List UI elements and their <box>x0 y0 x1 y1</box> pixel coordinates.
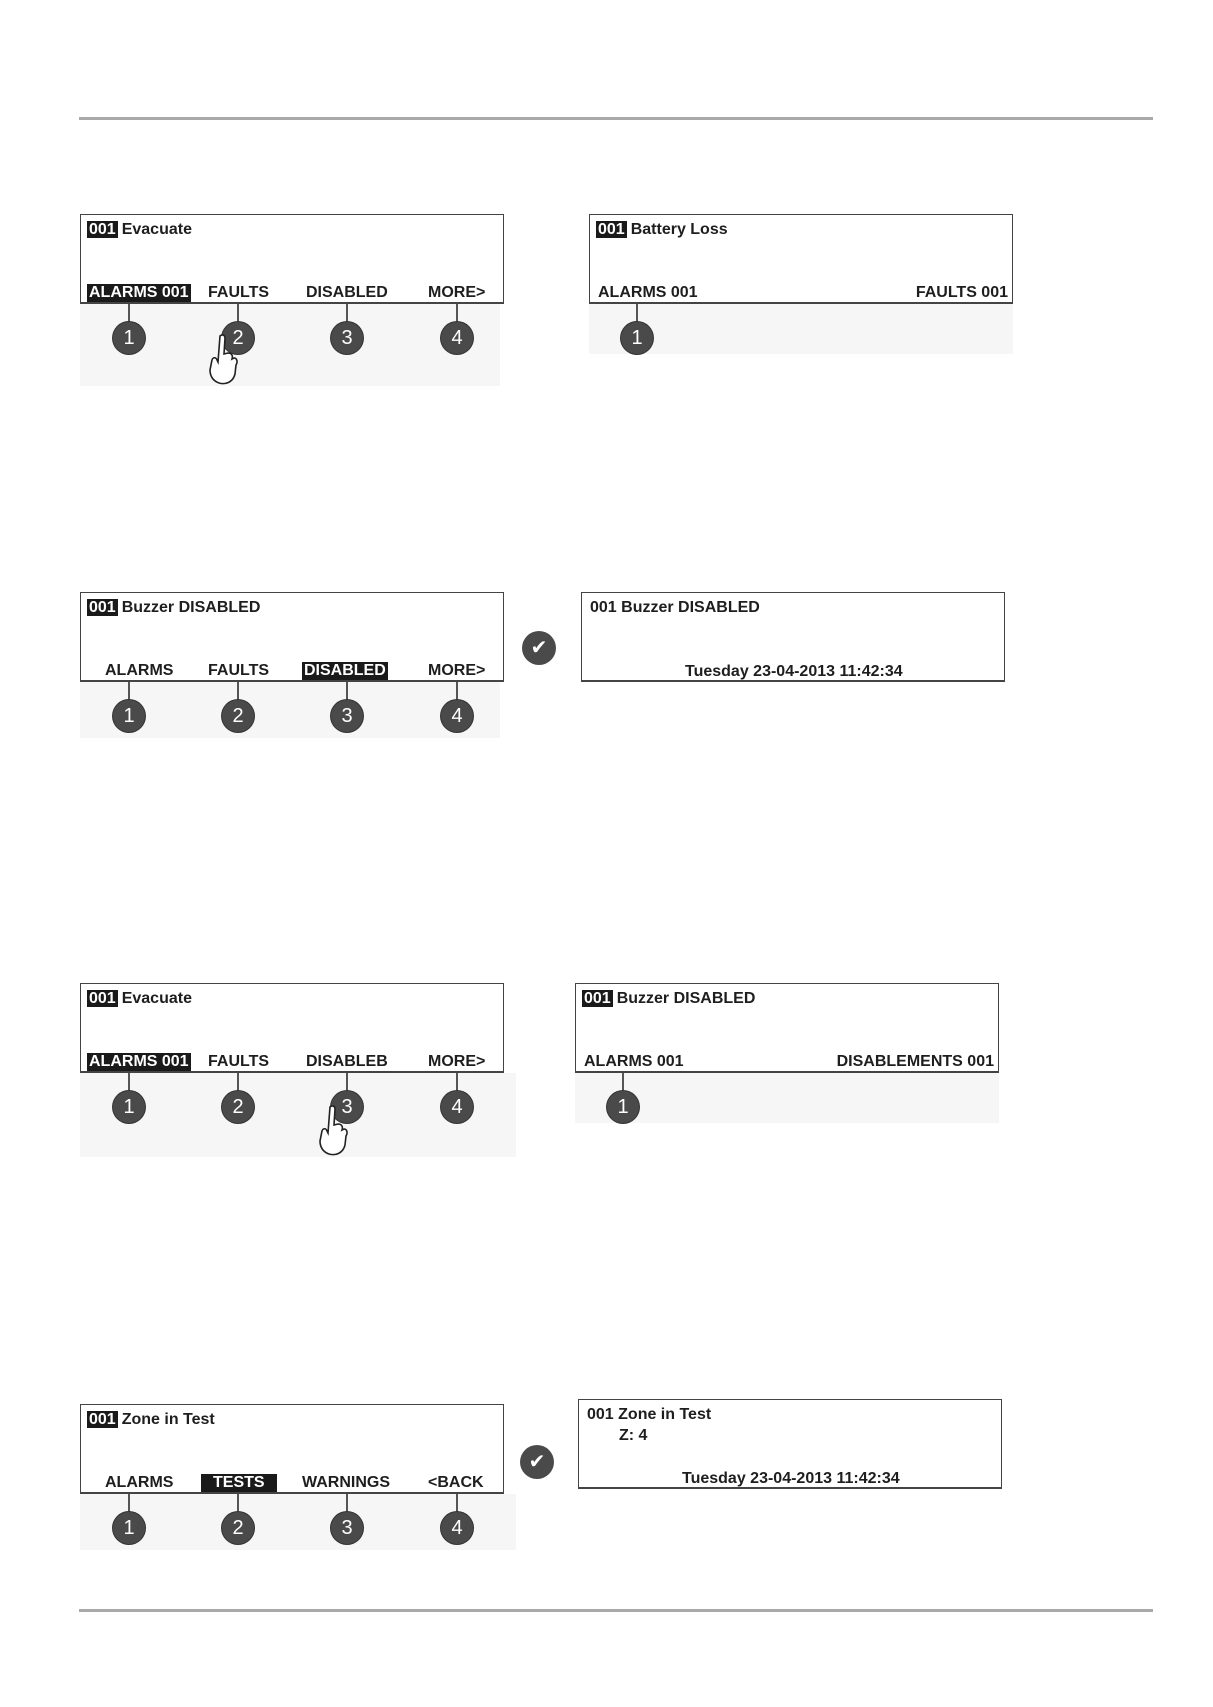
message-text: Buzzer DISABLED <box>121 599 261 616</box>
lcd-screen-left <box>80 592 504 682</box>
message-number: 001 <box>89 1411 116 1428</box>
message-line <box>87 990 192 1008</box>
message-number: 001 <box>89 599 116 616</box>
zone-line: Z: 4 <box>619 1427 648 1444</box>
message-line: 001 Zone in Test <box>587 1406 712 1423</box>
message-line <box>596 221 728 239</box>
button-3[interactable]: 3 <box>331 1512 363 1544</box>
softkey-1[interactable]: ALARMS 001 <box>89 1053 189 1070</box>
lcd-screen-left <box>80 214 504 304</box>
lcd-screen-right <box>589 214 1013 304</box>
softkey-1[interactable]: ALARMS <box>105 662 174 679</box>
message-line <box>582 990 755 1008</box>
check-circle-icon: ✔ <box>522 631 556 665</box>
message-text: Evacuate <box>121 221 192 238</box>
button-4[interactable]: 4 <box>441 1512 473 1544</box>
button-1[interactable]: 1 <box>621 322 653 354</box>
lcd-screen-right <box>578 1399 1002 1489</box>
lcd-screen-left <box>80 983 504 1073</box>
softkey-2[interactable]: FAULTS <box>208 284 270 301</box>
lcd-screen-left <box>80 1404 504 1494</box>
softkey-1[interactable]: ALARMS 001 <box>89 284 189 301</box>
message-text: Evacuate <box>121 990 192 1007</box>
disablements-counter: DISABLEMENTS 001 <box>836 1053 994 1070</box>
softkey-4[interactable]: MORE> <box>428 284 486 301</box>
message-number: 001 <box>598 221 625 238</box>
button-1[interactable]: 1 <box>113 322 145 354</box>
message-text: Buzzer DISABLED <box>616 990 756 1007</box>
button-2[interactable]: 2 <box>222 1512 254 1544</box>
message-line <box>87 1411 215 1429</box>
alarms-counter: ALARMS 001 <box>598 284 698 301</box>
button-4[interactable]: 4 <box>441 700 473 732</box>
message-line <box>87 221 192 239</box>
button-strip <box>589 304 1013 354</box>
softkey-2[interactable]: TESTS <box>201 1474 277 1492</box>
softkey-3[interactable]: DISABLED <box>304 662 386 679</box>
message-number: 001 <box>89 990 116 1007</box>
message-number: 001 <box>584 990 611 1007</box>
button-1[interactable]: 1 <box>607 1091 639 1123</box>
message-text: Zone in Test <box>121 1411 215 1428</box>
message-text: Battery Loss <box>630 221 728 238</box>
softkey-4[interactable]: <BACK <box>428 1474 484 1491</box>
button-3[interactable]: 3 <box>331 1091 363 1123</box>
softkey-3[interactable]: DISABLEB <box>306 1053 388 1070</box>
button-2[interactable]: 2 <box>222 700 254 732</box>
lcd-screen-right <box>581 592 1005 682</box>
softkey-3[interactable]: DISABLED <box>306 284 388 301</box>
button-1[interactable]: 1 <box>113 1091 145 1123</box>
button-2[interactable]: 2 <box>222 1091 254 1123</box>
message-line <box>87 599 260 617</box>
timestamp: Tuesday 23-04-2013 11:42:34 <box>682 1470 900 1487</box>
button-3[interactable]: 3 <box>331 322 363 354</box>
message-line: 001 Buzzer DISABLED <box>590 599 760 616</box>
softkey-3[interactable]: WARNINGS <box>302 1474 390 1491</box>
softkey-4[interactable]: MORE> <box>428 662 486 679</box>
softkey-2[interactable]: FAULTS <box>208 1053 270 1070</box>
button-3[interactable]: 3 <box>331 700 363 732</box>
button-strip <box>575 1073 999 1123</box>
message-number: 001 <box>89 221 116 238</box>
button-1[interactable]: 1 <box>113 700 145 732</box>
pointing-hand-icon <box>206 334 240 386</box>
button-4[interactable]: 4 <box>441 322 473 354</box>
button-4[interactable]: 4 <box>441 1091 473 1123</box>
softkey-4[interactable]: MORE> <box>428 1053 486 1070</box>
button-2[interactable]: 2 <box>222 322 254 354</box>
faults-counter: FAULTS 001 <box>915 284 1008 301</box>
bottom-rule <box>79 1609 1153 1612</box>
top-rule <box>79 117 1153 120</box>
softkey-2[interactable]: FAULTS <box>208 662 270 679</box>
alarms-counter: ALARMS 001 <box>584 1053 684 1070</box>
check-circle-icon: ✔ <box>520 1445 554 1479</box>
pointing-hand-icon <box>316 1105 350 1157</box>
softkey-1[interactable]: ALARMS <box>105 1474 174 1491</box>
button-1[interactable]: 1 <box>113 1512 145 1544</box>
timestamp: Tuesday 23-04-2013 11:42:34 <box>685 663 903 680</box>
lcd-screen-right <box>575 983 999 1073</box>
